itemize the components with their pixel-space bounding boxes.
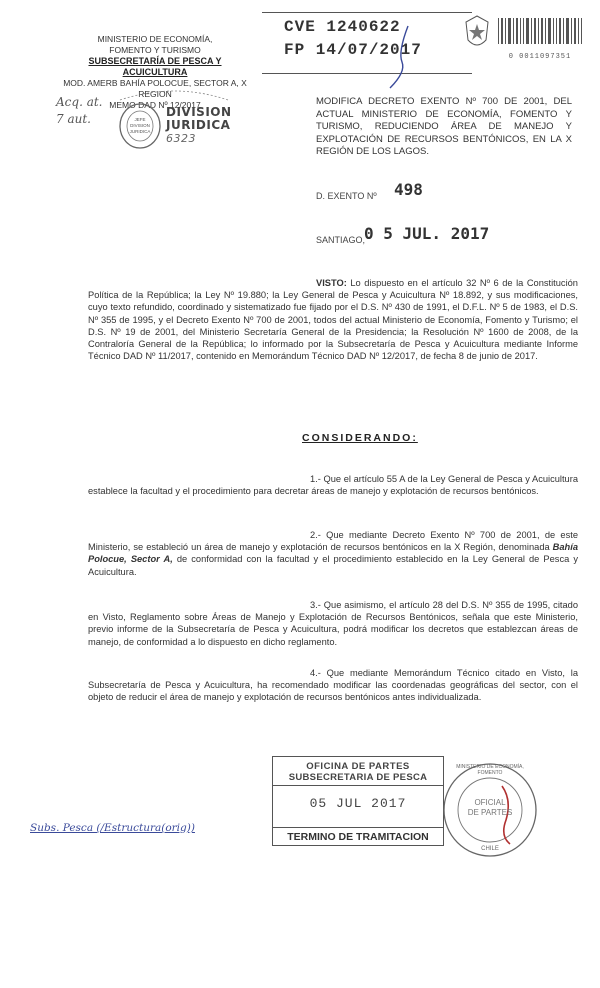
- item-3-text: Que asimismo, el artículo 28 del D.S. Nº 355 de 1995, citado en Visto, Reglamento sobre Áreas de Manejo y Explotación de Recursos Bentónicos, señala que este Ministerio, previo informe de la Subsecretaría de Pesca y Acuicultura, podrá modificar los decretos que establezcan áreas de manejo, de conformidad a lo dispuesto en dicho reglamento.: [88, 600, 578, 647]
- decree-number: 498: [394, 180, 423, 199]
- item-2-italic: Bahía Polocue, Sector A,: [88, 542, 578, 565]
- barcode: [496, 14, 584, 61]
- subsecretaria-line: SUBSECRETARÍA DE PESCA Y ACUICULTURA: [88, 56, 222, 77]
- handwritten-footer: Subs. Pesca (/Estructura(orig)): [30, 822, 195, 834]
- document-title: MODIFICA DECRETO EXENTO Nº 700 DE 2001, DEL ACTUAL MINISTERIO DE ECONOMÍA, FOMENTO Y TURISMO, REDUCIENDO ÁREA DE MANEJO Y EXPLOTACIÓN DE RECURSOS BENTÓNICOS, EN LA X REGIÓN DE LOS LAGOS.: [316, 96, 572, 157]
- seal-center-line1: OFICIAL: [474, 798, 506, 807]
- item-2-text-a: Que mediante Decreto Exento Nº 700 de 2001, de este Ministerio, se estableció un área de manejo y explotación de recursos bentónicos en la X Región, denominada: [88, 530, 579, 553]
- item-1-num: 1.-: [310, 474, 321, 484]
- seal-ring-bottom: CHILE: [481, 846, 499, 852]
- pen-signature-mark: [380, 22, 420, 92]
- seal-ring-top: MINISTERIO DE ECONOMÍA, FOMENTO: [456, 764, 524, 776]
- considerando-item-3: [88, 599, 578, 648]
- barcode-bars-svg: [496, 14, 584, 48]
- visto-text: Lo dispuesto en el artículo 32 Nº 6 de la Constitución Política de la República; la Ley Nº 19.880; la Ley General de Pesca y Acuicultura Nº 18.892, y sus modificaciones, cuyo texto refundido, coordinado y sistematizado fue fijado por el D.S. Nº 430 de 1991, el D.F.L. Nº 5 de 1983, el D.S. Nº 355 de 1995, y el Decreto Exento Nº 700 de 2001, todos del actual Ministerio de Economía, Fomento y Turismo; el D.S. Nº 19 de 2001, del Ministerio Secretaría General de la Presidencia; la Resolución Nº 1600 de 2008, de la Contraloría General de la República; lo informado por la Subsecretaría de Pesca y Acuicultura mediante Informe Técnico DAD Nº 11/2017, contenido en Memorándum Técnico DAD Nº 12/2017, de fecha 8 de junio de 2017.: [88, 278, 578, 362]
- considerando-item-1: [88, 473, 578, 497]
- seal-center-line2: DE PARTES: [467, 808, 513, 817]
- coat-of-arms-icon: [464, 14, 490, 54]
- considerando-item-4: [88, 667, 578, 704]
- official-seal: [440, 760, 540, 860]
- division-line2: JURIDICA: [166, 118, 231, 132]
- division-number: 6323: [166, 132, 196, 145]
- considerando-item-2: [88, 529, 578, 578]
- item-2-num: 2.-: [310, 530, 321, 540]
- ref-line2: MEMO DAD Nº 12/2017: [109, 100, 201, 110]
- item-4-text: Que mediante Memorándum Técnico citado en Visto, la Subsecretaría de Pesca y Acuicultura, ha recomendado modificar las coordenadas geográficas del sector, con el objeto de reducir el área de manejo y explotación de recursos bentónicos antes individualizada.: [88, 668, 578, 703]
- handwritten-note: Acq. at. 7 aut.: [56, 95, 103, 126]
- division-inner-2: DIVISION: [130, 123, 150, 128]
- item-2-text-b: de conformidad con la facultad y el procedimiento establecido en la Ley General de Pesca y Acuicultura.: [88, 554, 578, 577]
- division-inner-3: JURIDICA: [129, 129, 151, 134]
- visto-paragraph: [88, 277, 578, 362]
- decree-label: D. EXENTO Nº: [316, 191, 377, 201]
- ref-line1: MOD. AMERB BAHÍA POLOCUE, SECTOR A, X REGION: [63, 78, 247, 99]
- barcode-number: 0 0011097351: [508, 53, 572, 61]
- item-1-text: Que el artículo 55 A de la Ley General de Pesca y Acuicultura establece la facultad y el procedimiento para decretar áreas de manejo y explotación de recursos bentónicos.: [88, 474, 578, 497]
- decree-number-row: [316, 180, 576, 204]
- division-juridica-stamp: [118, 90, 230, 156]
- place-date-row: [316, 224, 576, 248]
- division-stamp-text: [166, 106, 232, 145]
- item-3-num: 3.-: [310, 600, 321, 610]
- considerando-heading: CONSIDERANDO:: [302, 432, 418, 444]
- division-stamp-inner-text: [128, 117, 152, 135]
- cve-stamp: [262, 12, 472, 74]
- oficina-footer: TERMINO DE TRAMITACION: [273, 827, 443, 845]
- oficina-partes-stamp: [272, 756, 444, 846]
- oficina-line1: OFICINA DE PARTES: [306, 761, 410, 772]
- oficina-line2: SUBSECRETARIA DE PESCA: [273, 772, 443, 786]
- item-4-num: 4.-: [310, 668, 321, 678]
- cve-number: CVE 1240622: [284, 18, 401, 36]
- visto-label: VISTO:: [316, 278, 347, 288]
- ministry-line2: FOMENTO Y TURISMO: [109, 45, 201, 55]
- division-line1: DIVISION: [166, 105, 232, 119]
- fp-date: FP 14/07/2017: [284, 41, 422, 59]
- division-inner-1: JEFE: [134, 117, 146, 122]
- city-label: SANTIAGO,: [316, 235, 366, 245]
- oficina-date: 05 JUL 2017: [309, 796, 407, 811]
- ministry-line1: MINISTERIO DE ECONOMÍA,: [97, 34, 213, 44]
- seal-center: [462, 798, 518, 818]
- decree-date: 0 5 JUL. 2017: [364, 224, 490, 243]
